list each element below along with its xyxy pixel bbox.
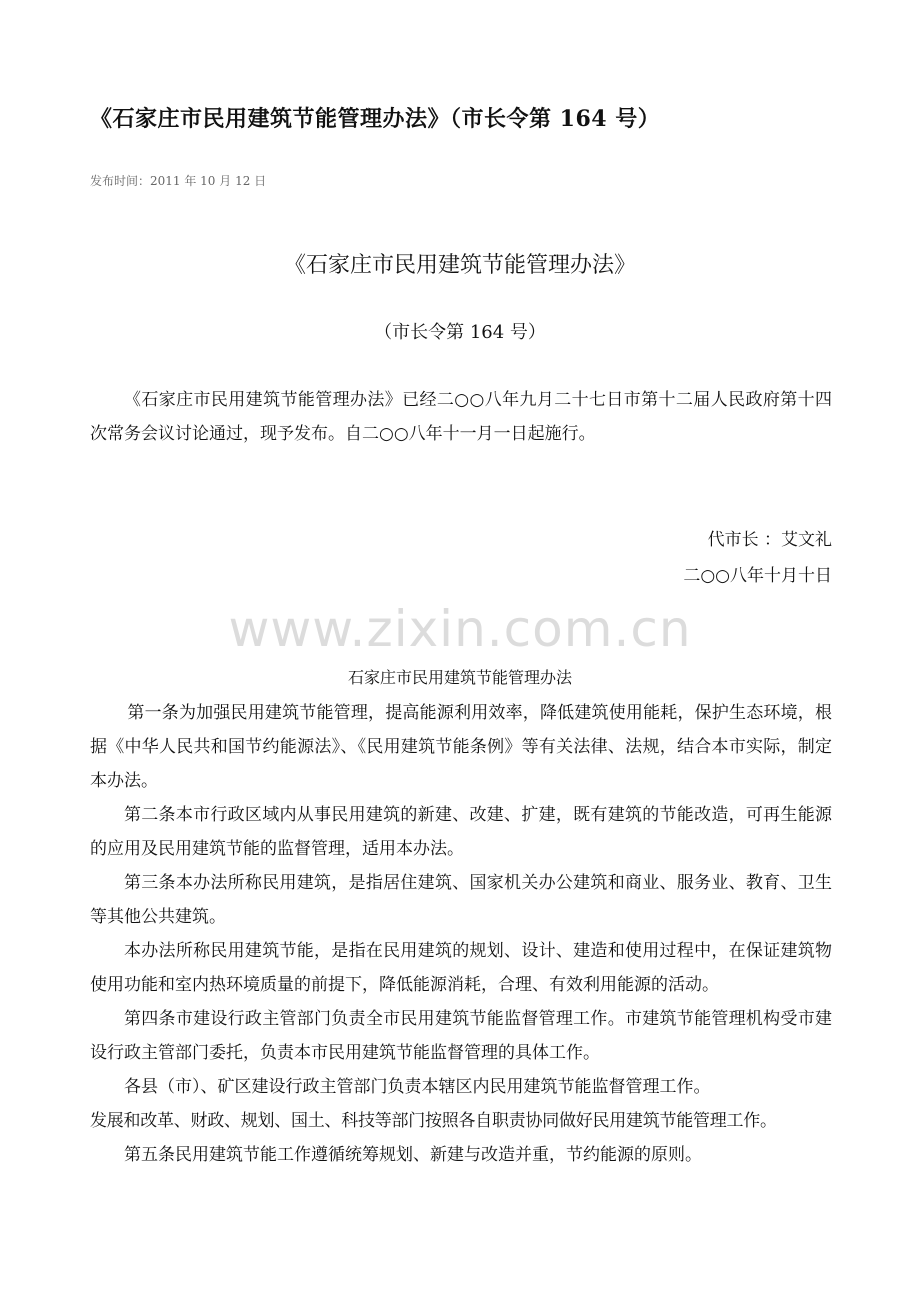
regulation-body [90, 696, 832, 1172]
article-2-paragraph: 第二条本市行政区域内从事民用建筑的新建、改建、扩建，既有建筑的节能改造，可再生能源的应用及民用建筑节能的监督管理，适用本办法。 [90, 805, 832, 859]
article-1-paragraph: 第一条为加强民用建筑节能管理，提高能源利用效率，降低建筑使用能耗，保护生态环境，根据《中华人民共和国节约能源法》、《民用建筑节能条例》等有关法律、法规，结合本市实际，制定本办法。 [90, 703, 832, 791]
article-3-paragraph: 第三条本办法所称民用建筑，是指居住建筑、国家机关办公建筑和商业、服务业、教育、卫生等其他公共建筑。 [90, 873, 832, 927]
article-4-paragraph: 第四条市建设行政主管部门负责全市民用建筑节能监督管理工作。市建筑节能管理机构受市建设行政主管部门委托，负责本市民用建筑节能监督管理的具体工作。 [90, 1009, 832, 1063]
publish-date: 发布时间：2011 年 10 月 12 日 [90, 174, 267, 188]
signature-date: 二○○八年十月十日 [683, 566, 832, 586]
order-number: （市长令第 164 号） [374, 322, 546, 343]
regulation-title: 石家庄市民用建筑节能管理办法 [347, 668, 572, 687]
preamble-paragraph: 《石家庄市民用建筑节能管理办法》已经二○○八年九月二十七日市第十二届人民政府第十四次常务会议讨论通过，现予发布。自二○○八年十一月一日起施行。 [90, 390, 832, 444]
page-title: 《石家庄市民用建筑节能管理办法》（市长令第 164 号） [90, 106, 661, 132]
watermark: www.zixin.com.cn [228, 600, 692, 658]
article-4-departments-paragraph: 发展和改革、财政、规划、国土、科技等部门按照各自职责协同做好民用建筑节能管理工作。 [90, 1111, 777, 1131]
document-title: 《石家庄市民用建筑节能管理办法》 [283, 253, 636, 278]
article-5-paragraph: 第五条民用建筑节能工作遵循统筹规划、新建与改造并重，节约能源的原则。 [124, 1145, 702, 1165]
article-3-definition-paragraph: 本办法所称民用建筑节能，是指在民用建筑的规划、设计、建造和使用过程中，在保证建筑物使用功能和室内热环境质量的前提下，降低能源消耗，合理、有效利用能源的活动。 [90, 941, 832, 995]
signature-name: 代市长 ：艾文礼 [707, 530, 832, 550]
article-4-county-paragraph: 各县（市）、矿区建设行政主管部门负责本辖区内民用建筑节能监督管理工作。 [124, 1077, 711, 1097]
